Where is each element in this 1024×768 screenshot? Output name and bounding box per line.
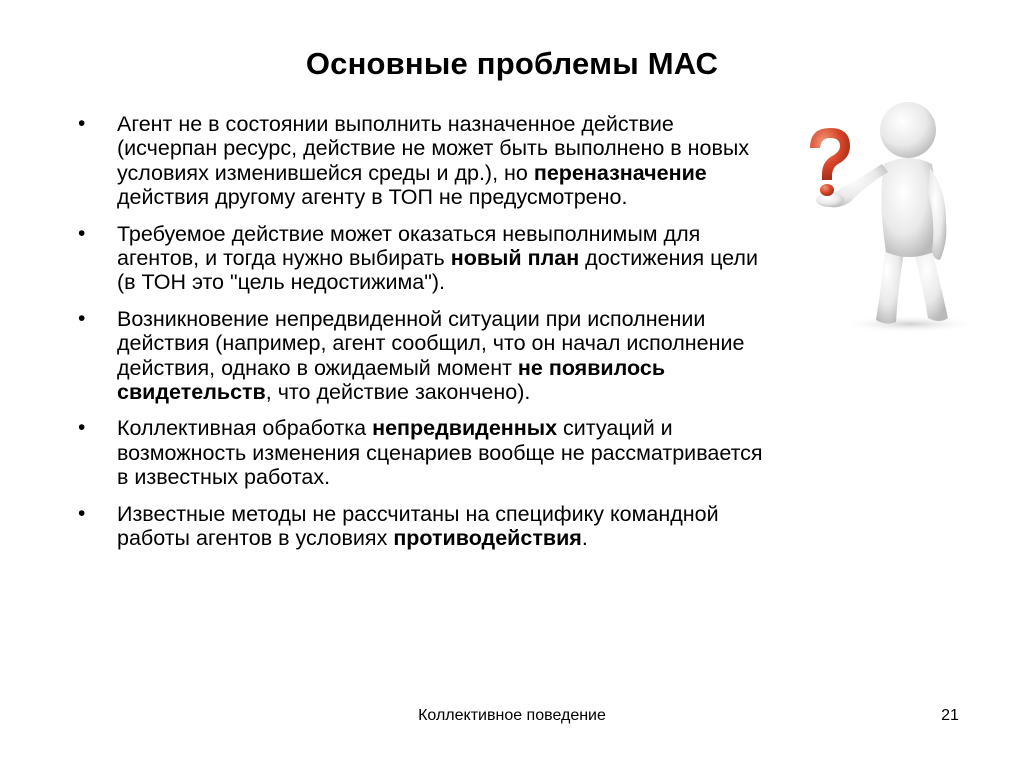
person-with-question-mark-icon xyxy=(790,92,990,342)
bullet-text-plain: Агент не в состоянии выполнить назначенное действие (исчерпан ресурс, действие не может быть выполнено в новых условиях изменившейся среды и др.), но xyxy=(117,112,750,185)
bullet-text xyxy=(117,307,744,404)
bullet-list xyxy=(76,112,776,563)
list-item xyxy=(76,307,776,405)
bullet-marker: • xyxy=(78,306,86,330)
bullet-marker: • xyxy=(78,112,86,135)
bullet-text-bold: не появилось свидетельств xyxy=(117,355,666,405)
bullet-text-plain: , что действие закончено). xyxy=(265,380,531,405)
bullet-text-plain: Возникновение непредвиденной ситуации при исполнении действия (например, агент сообщил, что он начал исполнение действия, однако в ожидаемый момент xyxy=(117,306,745,380)
bullet-text-plain: ситуаций и возможность изменения сценариев вообще не рассматривается в известных работах. xyxy=(117,416,763,490)
list-item xyxy=(76,112,776,210)
bullet-text-bold: переназначение xyxy=(533,160,707,185)
bullet-text xyxy=(117,502,719,550)
slide-title: Основные проблемы МАС xyxy=(305,46,719,81)
page-number: 21 xyxy=(941,707,959,724)
bullet-text-bold: противодействия xyxy=(393,526,582,551)
bullet-text-bold: непредвиденных xyxy=(372,416,558,441)
list-item xyxy=(76,416,776,489)
bullet-marker: • xyxy=(78,416,86,440)
bullet-text-bold: новый план xyxy=(450,246,580,271)
bullet-text-plain: . xyxy=(581,526,588,551)
bullet-marker: • xyxy=(78,221,86,245)
list-item xyxy=(76,222,776,295)
bullet-text xyxy=(117,112,749,209)
list-item xyxy=(76,502,776,551)
bullet-text-plain: Требуемое действие может оказаться невыполнимым для агентов, и тогда нужно выбирать xyxy=(117,221,701,271)
bullet-text xyxy=(117,222,758,295)
footer-label: Коллективное поведение xyxy=(418,707,606,724)
bullet-text-plain: Известные методы не рассчитаны на специфику командной работы агентов в условиях xyxy=(117,501,719,551)
bullet-text-plain: действия другому агенту в ТОП не предусмотрено. xyxy=(117,185,628,210)
bullet-text-plain: достижения цели (в ТОН это "цель недостижима"). xyxy=(117,246,758,295)
bullet-text-plain: Коллективная обработка xyxy=(117,416,373,441)
bullet-marker: • xyxy=(78,501,86,525)
bullet-text xyxy=(117,416,763,489)
